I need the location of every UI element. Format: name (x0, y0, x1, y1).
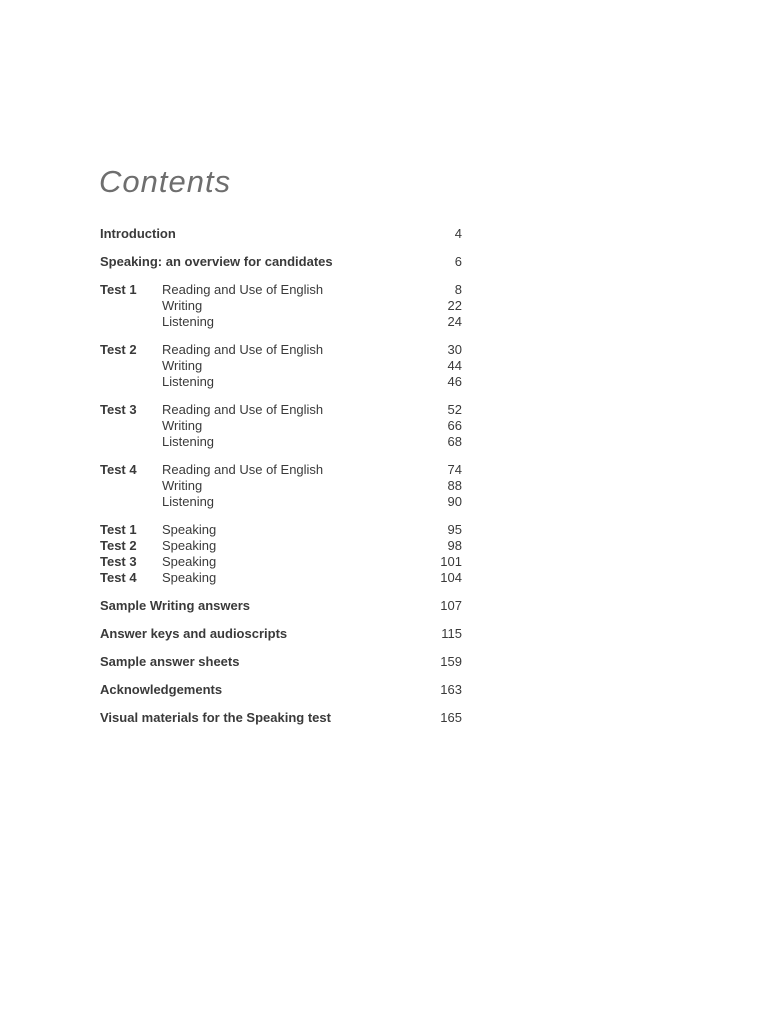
toc-test-label: Test 4 (100, 570, 137, 585)
toc-page-number: 159 (440, 654, 462, 669)
toc-test-label: Test 1 (100, 282, 137, 297)
toc-entry-label: Acknowledgements (100, 682, 223, 697)
toc-page-number: 104 (440, 570, 462, 585)
toc-entry-title: Speaking (162, 538, 217, 553)
toc-page-number: 22 (447, 298, 462, 313)
toc-group-speaking (100, 522, 462, 586)
toc-page-number: 165 (440, 710, 462, 725)
toc-entry-label: Speaking: an overview for candidates (100, 254, 333, 269)
toc-entry-test-1-writing[interactable] (100, 298, 462, 314)
toc-page-number: 8 (454, 282, 462, 297)
toc-entry-test-3-writing[interactable] (100, 418, 462, 434)
toc-page-number: 163 (440, 682, 462, 697)
toc-test-label: Test 1 (100, 522, 137, 537)
toc-entry-title: Listening (162, 434, 215, 449)
toc-page-number: 46 (447, 374, 462, 389)
toc-group-test-1 (100, 282, 462, 330)
toc-group-test-4 (100, 462, 462, 510)
toc-entry-title: Writing (162, 478, 203, 493)
toc-entry-introduction[interactable] (100, 226, 462, 242)
toc-page-number: 24 (447, 314, 462, 329)
toc-page-number: 30 (447, 342, 462, 357)
toc-entry-acknowledgements[interactable] (100, 682, 462, 698)
toc-entry-label: Visual materials for the Speaking test (100, 710, 331, 725)
toc-entry-test-2-speaking[interactable] (100, 538, 462, 554)
toc-entry-label: Sample Writing answers (100, 598, 251, 613)
toc-test-label: Test 2 (100, 538, 137, 553)
toc-entry-title: Reading and Use of English (162, 402, 324, 417)
toc-entry-title: Listening (162, 314, 215, 329)
toc-test-label: Test 2 (100, 342, 137, 357)
toc-entry-test-1-reading[interactable] (100, 282, 462, 298)
toc-entry-sample-writing[interactable] (100, 598, 462, 614)
toc-entry-title: Reading and Use of English (162, 462, 324, 477)
toc-entry-title: Listening (162, 374, 215, 389)
toc-entry-label: Sample answer sheets (100, 654, 240, 669)
toc-entry-test-3-speaking[interactable] (100, 554, 462, 570)
toc-entry-test-4-reading[interactable] (100, 462, 462, 478)
toc-page-number: 101 (440, 554, 462, 569)
toc-page-number: 66 (447, 418, 462, 433)
toc-entry-label: Answer keys and audioscripts (100, 626, 288, 641)
toc-page-number: 90 (447, 494, 462, 509)
toc-page-number: 74 (447, 462, 462, 477)
toc-page-number: 88 (447, 478, 462, 493)
toc-entry-speaking-overview[interactable] (100, 254, 462, 270)
toc-entry-title: Writing (162, 298, 203, 313)
toc-entry-title: Speaking (162, 522, 217, 537)
toc-entry-test-4-writing[interactable] (100, 478, 462, 494)
toc-group-test-3 (100, 402, 462, 450)
toc-entry-test-3-reading[interactable] (100, 402, 462, 418)
toc-entry-title: Speaking (162, 554, 217, 569)
toc-entry-answer-keys[interactable] (100, 626, 462, 642)
toc-page-number: 44 (447, 358, 462, 373)
toc-group-test-2 (100, 342, 462, 390)
toc-page-number: 6 (454, 254, 462, 269)
toc-page-number: 52 (447, 402, 462, 417)
toc-page-number: 4 (454, 226, 462, 241)
toc-entry-test-2-listening[interactable] (100, 374, 462, 390)
toc-entry-visual-materials[interactable] (100, 710, 462, 726)
toc-entry-test-2-reading[interactable] (100, 342, 462, 358)
toc-entry-title: Writing (162, 418, 203, 433)
toc-entry-test-4-listening[interactable] (100, 494, 462, 510)
toc-entry-label: Introduction (100, 226, 176, 241)
toc-entry-title: Reading and Use of English (162, 282, 324, 297)
toc-entry-title: Writing (162, 358, 203, 373)
toc-entry-test-3-listening[interactable] (100, 434, 462, 450)
toc-page-number: 107 (440, 598, 462, 613)
toc-page-number: 115 (441, 626, 462, 641)
toc-entry-test-4-speaking[interactable] (100, 570, 462, 586)
toc-entry-title: Reading and Use of English (162, 342, 324, 357)
toc-entry-title: Speaking (162, 570, 217, 585)
toc-entry-test-2-writing[interactable] (100, 358, 462, 374)
toc-page-number: 95 (447, 522, 462, 537)
table-of-contents (100, 226, 462, 738)
page-title: Contents (99, 164, 232, 199)
toc-entry-test-1-listening[interactable] (100, 314, 462, 330)
toc-test-label: Test 4 (100, 462, 137, 477)
toc-test-label: Test 3 (100, 402, 137, 417)
toc-test-label: Test 3 (100, 554, 137, 569)
toc-page-number: 68 (447, 434, 462, 449)
toc-entry-answer-sheets[interactable] (100, 654, 462, 670)
toc-entry-title: Listening (162, 494, 215, 509)
toc-entry-test-1-speaking[interactable] (100, 522, 462, 538)
toc-page-number: 98 (447, 538, 462, 553)
